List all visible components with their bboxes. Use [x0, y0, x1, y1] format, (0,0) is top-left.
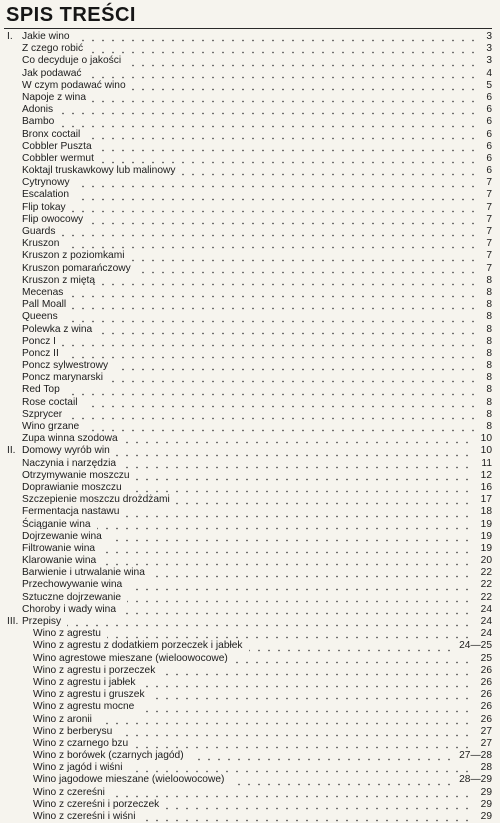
toc-entry-title: Cobbler wermut [22, 152, 94, 164]
toc-entry [0, 116, 500, 128]
dot-leader [59, 105, 478, 115]
toc-entry-title: Wino z czereśni i porzeczek [33, 798, 160, 810]
toc-page-number: 8 [486, 335, 492, 347]
toc-entry-title: Poncz sylwestrowy [22, 360, 109, 372]
toc-entry-title: Domowy wyrób win [22, 445, 110, 457]
toc-entry [0, 604, 500, 616]
toc-entry-title: Wino z aronii [33, 713, 92, 725]
toc-entry [0, 287, 500, 299]
toc-page-number: 26 [480, 664, 492, 676]
toc-entry [0, 567, 500, 579]
toc-entry-title: Jakie wino [22, 31, 70, 42]
title-underline [4, 28, 492, 29]
toc-section-number: II. [7, 445, 16, 457]
toc-entry-title: Poncz marynarski [22, 372, 103, 384]
toc-entry-title: Bambo [22, 116, 55, 128]
toc-section-number: I. [7, 31, 13, 42]
toc-entry [0, 202, 500, 214]
dot-leader [128, 763, 472, 773]
dot-leader [181, 166, 478, 176]
toc-entry-title: Red Top [22, 384, 60, 396]
toc-entry [0, 653, 500, 665]
toc-entry-title: Co decyduje o jakości [22, 55, 122, 67]
dot-leader [92, 93, 478, 103]
toc-entry-title: Z czego robić [22, 43, 84, 55]
dot-leader [165, 800, 472, 810]
toc-page-number: 6 [486, 104, 492, 116]
dot-leader [108, 532, 472, 542]
toc-page-number: 7 [486, 250, 492, 262]
dot-leader [84, 398, 478, 408]
toc-entry [0, 677, 500, 689]
toc-page-number: 8 [486, 299, 492, 311]
dot-leader [122, 459, 472, 469]
toc-entry [0, 616, 500, 628]
toc-entry [0, 336, 500, 348]
toc-entry-title: Poncz II [22, 347, 59, 359]
toc-page-number: 27 [480, 737, 492, 749]
dot-leader [87, 69, 478, 79]
toc-page-number: 24 [480, 616, 492, 627]
dot-leader [98, 325, 478, 335]
toc-entry [0, 628, 500, 640]
toc-entry [0, 811, 500, 823]
toc-page-number: 18 [480, 506, 492, 518]
toc-entry-title: Wino z agrestu [33, 628, 101, 640]
dot-leader [249, 642, 454, 652]
toc-entry [0, 238, 500, 250]
table-of-contents [0, 31, 500, 823]
dot-leader [125, 508, 472, 518]
toc-entry [0, 555, 500, 567]
toc-page-number: 17 [480, 494, 492, 506]
toc-page-number: 22 [480, 579, 492, 591]
toc-page-number: 24—25 [459, 640, 492, 652]
dot-leader [60, 118, 478, 128]
toc-page-number: 16 [480, 481, 492, 493]
page-title: SPIS TREŚCI [6, 4, 136, 26]
toc-entry-title: Szczepienie moszczu drożdżami [22, 494, 170, 506]
toc-entry [0, 153, 500, 165]
toc-entry [0, 689, 500, 701]
toc-page-number: 6 [486, 116, 492, 128]
dot-leader [142, 678, 472, 688]
toc-entry [0, 80, 500, 92]
dot-leader [234, 654, 472, 664]
toc-entry [0, 750, 500, 762]
toc-entry [0, 68, 500, 80]
toc-page-number: 29 [480, 798, 492, 810]
toc-entry-title: Wino z agrestu i gruszek [33, 689, 145, 701]
toc-entry-title: Dojrzewanie wina [22, 530, 102, 542]
toc-entry-title: Szprycer [22, 408, 63, 420]
toc-entry [0, 701, 500, 713]
toc-page-number: 7 [486, 226, 492, 237]
toc-page-number: 8 [486, 384, 492, 396]
toc-entry-title: Wino z agrestu z dodatkiem porzeczek i jabłek [33, 640, 243, 652]
toc-entry [0, 226, 500, 238]
dot-leader [140, 703, 472, 713]
toc-entry [0, 129, 500, 141]
toc-page-number: 8 [486, 323, 492, 335]
toc-entry [0, 31, 500, 43]
toc-entry-title: Wino z agrestu i jabłek [33, 676, 136, 688]
toc-entry [0, 774, 500, 786]
dot-leader [72, 300, 478, 310]
dot-leader [97, 520, 472, 530]
toc-entry-title: Naczynia i narzędzia [22, 457, 116, 469]
toc-page-number: 3 [486, 55, 492, 67]
toc-entry [0, 482, 500, 494]
dot-leader [68, 410, 478, 420]
toc-entry [0, 506, 500, 518]
dot-leader [98, 715, 472, 725]
toc-entry-title: Przepisy [22, 616, 62, 627]
toc-page-number: 27 [480, 725, 492, 737]
toc-page-number: 7 [486, 201, 492, 213]
dot-leader [64, 313, 478, 323]
toc-entry [0, 470, 500, 482]
toc-entry [0, 445, 500, 457]
toc-entry-title: Wino z agrestu i porzeczek [33, 664, 156, 676]
toc-page-number: 25 [480, 652, 492, 664]
toc-entry [0, 397, 500, 409]
toc-entry [0, 799, 500, 811]
toc-entry [0, 409, 500, 421]
dot-leader [151, 690, 472, 700]
dot-leader [136, 471, 472, 481]
toc-entry [0, 494, 500, 506]
toc-entry-title: Sztuczne dojrzewanie [22, 591, 122, 603]
dot-leader [67, 617, 472, 627]
toc-entry-title: Polewka z wina [22, 323, 93, 335]
toc-entry-title: Escalation [22, 189, 70, 201]
toc-entry [0, 214, 500, 226]
dot-leader [161, 666, 472, 676]
toc-page-number: 26 [480, 713, 492, 725]
toc-entry [0, 726, 500, 738]
toc-entry [0, 384, 500, 396]
toc-page-number: 8 [486, 347, 492, 359]
dot-leader [102, 556, 472, 566]
toc-entry [0, 372, 500, 384]
toc-entry [0, 324, 500, 336]
dot-leader [176, 495, 472, 505]
toc-entry-title: Wino grzane [22, 421, 80, 432]
toc-entry-title: Zupa winna szodowa [22, 433, 118, 445]
toc-entry [0, 360, 500, 372]
dot-leader [69, 288, 478, 298]
toc-entry [0, 275, 500, 287]
toc-entry [0, 263, 500, 275]
toc-entry-title: Rose coctail [22, 396, 78, 408]
toc-entry [0, 177, 500, 189]
toc-entry-title: Barwienie i utrwalanie wina [22, 567, 145, 579]
dot-leader [122, 605, 472, 615]
toc-page-number: 27—28 [459, 750, 492, 762]
toc-page-number: 22 [480, 591, 492, 603]
toc-page-number: 8 [486, 311, 492, 323]
toc-page-number: 24 [480, 628, 492, 640]
toc-entry-title: Flip tokay [22, 201, 66, 213]
dot-leader [85, 422, 478, 432]
toc-entry-title: Wino z borówek (czarnych jagód) [33, 750, 184, 762]
toc-entry-title: Flip owocowy [22, 213, 84, 225]
toc-entry [0, 640, 500, 652]
dot-leader [98, 142, 478, 152]
toc-page-number: 26 [480, 676, 492, 688]
toc-entry [0, 787, 500, 799]
toc-page-number: 3 [486, 43, 492, 55]
toc-entry [0, 311, 500, 323]
toc-entry-title: Poncz I [22, 335, 56, 347]
toc-page-number: 3 [486, 31, 492, 42]
toc-entry [0, 43, 500, 55]
dot-leader [141, 812, 472, 822]
toc-page-number: 8 [486, 274, 492, 286]
dot-leader [118, 727, 472, 737]
dot-leader [109, 373, 478, 383]
toc-entry-title: Otrzymywanie moszczu [22, 469, 130, 481]
toc-entry [0, 55, 500, 67]
toc-entry-title: Wino z czereśni [33, 786, 105, 798]
toc-page-number: 29 [480, 811, 492, 822]
toc-page-number: 10 [480, 445, 492, 457]
toc-page-number: 10 [480, 433, 492, 445]
toc-page-number: 7 [486, 177, 492, 189]
toc-section-number: III. [7, 616, 19, 627]
toc-entry-title: Wino z czereśni i wiśni [33, 811, 136, 822]
toc-entry-title: Kruszon z miętą [22, 274, 96, 286]
dot-leader [100, 154, 478, 164]
toc-page-number: 26 [480, 689, 492, 701]
toc-page-number: 20 [480, 555, 492, 567]
toc-entry [0, 433, 500, 445]
toc-entry-title: Wino z berberysu [33, 725, 113, 737]
toc-page-number: 8 [486, 372, 492, 384]
dot-leader [65, 349, 478, 359]
dot-leader [111, 788, 472, 798]
toc-page-number: 19 [480, 518, 492, 530]
toc-entry [0, 165, 500, 177]
toc-entry [0, 592, 500, 604]
toc-page-number: 8 [486, 408, 492, 420]
dot-leader [127, 593, 472, 603]
toc-entry [0, 299, 500, 311]
dot-leader [124, 434, 472, 444]
toc-entry-title: Mecenas [22, 286, 64, 298]
toc-entry [0, 531, 500, 543]
toc-entry [0, 579, 500, 591]
toc-entry-title: Choroby i wady wina [22, 603, 116, 615]
dot-leader [75, 191, 478, 201]
toc-entry [0, 141, 500, 153]
dot-leader [190, 751, 454, 761]
toc-entry-title: W czym podawać wino [22, 79, 126, 91]
toc-entry-title: Jak podawać [22, 67, 82, 79]
dot-leader [86, 130, 478, 140]
dot-leader [137, 264, 478, 274]
toc-page-number: 19 [480, 530, 492, 542]
toc-entry-title: Wino z czarnego bzu [33, 737, 129, 749]
dot-leader [128, 483, 472, 493]
toc-entry [0, 738, 500, 750]
toc-entry-title: Kruszon [22, 238, 60, 250]
toc-entry-title: Kruszon z poziomkami [22, 250, 125, 262]
toc-page-number: 28—29 [459, 774, 492, 786]
toc-entry-title: Koktajl truskawkowy lub malinowy [22, 165, 176, 177]
toc-entry [0, 104, 500, 116]
toc-entry [0, 92, 500, 104]
dot-leader [62, 337, 478, 347]
dot-leader [66, 386, 478, 396]
dot-leader [72, 203, 478, 213]
toc-page-number: 8 [486, 421, 492, 432]
toc-entry-title: Bronx coctail [22, 128, 81, 140]
toc-entry-title: Queens [22, 311, 58, 323]
toc-page-number: 7 [486, 213, 492, 225]
toc-entry-title: Pall Moall [22, 299, 67, 311]
dot-leader [76, 178, 478, 188]
toc-entry [0, 250, 500, 262]
toc-entry-title: Cobbler Puszta [22, 140, 92, 152]
toc-entry-title: Kruszon pomarańczowy [22, 262, 131, 274]
toc-page-number: 4 [486, 67, 492, 79]
toc-entry [0, 519, 500, 531]
dot-leader [151, 568, 472, 578]
dot-leader [230, 776, 454, 786]
toc-page-number: 19 [480, 542, 492, 554]
toc-page-number: 11 [481, 457, 492, 469]
toc-entry-title: Ściąganie wina [22, 518, 91, 530]
toc-entry-title: Wino agrestowe mieszane (wieloowocowe) [33, 652, 228, 664]
toc-entry-title: Wino z agrestu mocne [33, 701, 135, 713]
toc-entry-title: Doprawianie moszczu [22, 481, 122, 493]
toc-page-number: 28 [480, 762, 492, 774]
dot-leader [89, 215, 478, 225]
toc-page-number: 5 [486, 79, 492, 91]
toc-entry [0, 458, 500, 470]
toc-page-number: 8 [486, 286, 492, 298]
dot-leader [130, 252, 478, 262]
toc-entry [0, 543, 500, 555]
toc-entry-title: Filtrowanie wina [22, 542, 96, 554]
toc-page-number: 7 [486, 189, 492, 201]
dot-leader [128, 581, 472, 591]
dot-leader [132, 81, 478, 91]
toc-page-number: 6 [486, 140, 492, 152]
toc-entry-title: Cytrynowy [22, 177, 70, 189]
toc-entry-title: Wino jagodowe mieszane (wieloowocowe) [33, 774, 225, 786]
toc-page-number: 6 [486, 91, 492, 103]
dot-leader [107, 629, 472, 639]
toc-entry [0, 762, 500, 774]
toc-entry [0, 348, 500, 360]
toc-entry-title: Przechowywanie wina [22, 579, 123, 591]
toc-page-number: 7 [486, 262, 492, 274]
dot-leader [89, 44, 478, 54]
toc-page-number: 7 [486, 238, 492, 250]
toc-entry-title: Adonis [22, 104, 54, 116]
toc-page-number: 12 [480, 469, 492, 481]
dot-leader [101, 276, 478, 286]
dot-leader [116, 447, 472, 457]
toc-entry [0, 665, 500, 677]
toc-entry [0, 421, 500, 433]
toc-entry [0, 714, 500, 726]
toc-entry-title: Napoje z wina [22, 91, 86, 103]
toc-entry-title: Guards [22, 226, 56, 237]
toc-page-number: 6 [486, 152, 492, 164]
toc-page-number: 6 [486, 128, 492, 140]
toc-page-number: 24 [480, 603, 492, 615]
toc-entry [0, 189, 500, 201]
dot-leader [76, 32, 478, 42]
dot-leader [127, 57, 478, 67]
toc-page-number: 26 [480, 701, 492, 713]
dot-leader [134, 739, 472, 749]
toc-page-number: 22 [480, 567, 492, 579]
toc-page-number: 29 [480, 786, 492, 798]
dot-leader [65, 239, 478, 249]
toc-page-number: 6 [486, 165, 492, 177]
toc-page-number: 8 [486, 396, 492, 408]
dot-leader [101, 544, 472, 554]
dot-leader [61, 227, 478, 237]
toc-entry-title: Klarowanie wina [22, 555, 97, 567]
dot-leader [114, 361, 478, 371]
toc-page-number: 8 [486, 360, 492, 372]
toc-entry-title: Wino z jagód i wiśni [33, 762, 123, 774]
toc-entry-title: Fermentacja nastawu [22, 506, 120, 518]
